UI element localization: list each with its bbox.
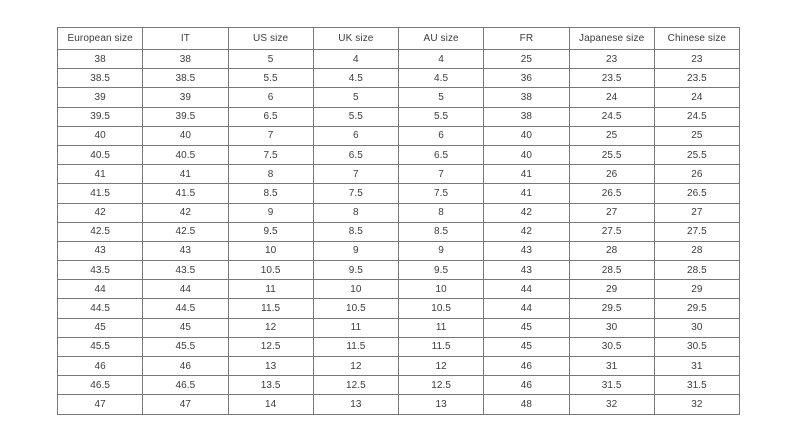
table-cell: 30.5	[654, 337, 739, 356]
table-cell: 9	[313, 241, 398, 260]
table-cell: 31.5	[569, 376, 654, 395]
table-cell: 25	[569, 126, 654, 145]
table-cell: 47	[58, 395, 143, 414]
table-cell: 40	[58, 126, 143, 145]
table-cell: 9	[399, 241, 484, 260]
table-cell: 42	[484, 203, 569, 222]
table-cell: 32	[569, 395, 654, 414]
table-body	[58, 50, 740, 415]
table-cell: 25	[654, 126, 739, 145]
table-cell: 39.5	[143, 107, 228, 126]
table-cell: 38.5	[58, 69, 143, 88]
table-cell: 45	[58, 318, 143, 337]
table-cell: 38.5	[143, 69, 228, 88]
table-cell: 42	[484, 222, 569, 241]
table-row	[58, 376, 740, 395]
table-cell: 36	[484, 69, 569, 88]
table-cell: 4.5	[399, 69, 484, 88]
table-cell: 40	[484, 126, 569, 145]
table-cell: 44.5	[58, 299, 143, 318]
table-cell: 9.5	[228, 222, 313, 241]
table-cell: 10.5	[399, 299, 484, 318]
table-cell: 42.5	[143, 222, 228, 241]
table-cell: 25.5	[654, 145, 739, 164]
table-cell: 11	[313, 318, 398, 337]
table-cell: 5.5	[228, 69, 313, 88]
column-header: IT	[143, 28, 228, 50]
table-cell: 8.5	[399, 222, 484, 241]
table-cell: 30	[654, 318, 739, 337]
table-cell: 28	[569, 241, 654, 260]
table-cell: 38	[484, 107, 569, 126]
table-cell: 39.5	[58, 107, 143, 126]
table-cell: 10.5	[313, 299, 398, 318]
table-cell: 46.5	[58, 376, 143, 395]
table-cell: 38	[484, 88, 569, 107]
table-cell: 39	[58, 88, 143, 107]
table-cell: 43.5	[143, 261, 228, 280]
table-cell: 4	[313, 50, 398, 69]
table-cell: 6.5	[228, 107, 313, 126]
table-cell: 7.5	[228, 145, 313, 164]
table-cell: 11.5	[399, 337, 484, 356]
table-cell: 44	[143, 280, 228, 299]
table-cell: 6	[313, 126, 398, 145]
table-row	[58, 88, 740, 107]
table-row	[58, 357, 740, 376]
table-cell: 29	[654, 280, 739, 299]
table-cell: 12.5	[313, 376, 398, 395]
table-cell: 29	[569, 280, 654, 299]
table-cell: 13	[399, 395, 484, 414]
table-header	[58, 28, 740, 50]
table-cell: 43.5	[58, 261, 143, 280]
table-cell: 10.5	[228, 261, 313, 280]
table-cell: 30.5	[569, 337, 654, 356]
table-cell: 28.5	[569, 261, 654, 280]
table-cell: 9.5	[399, 261, 484, 280]
table-cell: 23.5	[569, 69, 654, 88]
table-cell: 5	[228, 50, 313, 69]
table-cell: 11	[228, 280, 313, 299]
table-cell: 46	[58, 357, 143, 376]
table-cell: 7	[228, 126, 313, 145]
table-cell: 44	[484, 280, 569, 299]
table-cell: 14	[228, 395, 313, 414]
table-row	[58, 165, 740, 184]
table-cell: 38	[143, 50, 228, 69]
table-cell: 9	[228, 203, 313, 222]
table-cell: 26	[569, 165, 654, 184]
table-cell: 13	[313, 395, 398, 414]
column-header: AU size	[399, 28, 484, 50]
table-cell: 8.5	[228, 184, 313, 203]
table-cell: 5	[313, 88, 398, 107]
table-cell: 45	[484, 318, 569, 337]
table-cell: 43	[58, 241, 143, 260]
table-cell: 42.5	[58, 222, 143, 241]
table-cell: 13	[228, 357, 313, 376]
column-header: UK size	[313, 28, 398, 50]
table-cell: 41	[58, 165, 143, 184]
table-cell: 23.5	[654, 69, 739, 88]
table-cell: 8	[313, 203, 398, 222]
column-header: FR	[484, 28, 569, 50]
table-row	[58, 318, 740, 337]
table-row	[58, 222, 740, 241]
size-conversion-table	[57, 27, 740, 415]
table-cell: 5	[399, 88, 484, 107]
table-cell: 32	[654, 395, 739, 414]
table-cell: 44	[58, 280, 143, 299]
table-row	[58, 107, 740, 126]
table-cell: 7	[313, 165, 398, 184]
table-cell: 27	[654, 203, 739, 222]
table-cell: 46	[143, 357, 228, 376]
table-cell: 45	[143, 318, 228, 337]
table-cell: 31.5	[654, 376, 739, 395]
table-cell: 13.5	[228, 376, 313, 395]
table-cell: 23	[654, 50, 739, 69]
table-cell: 26.5	[569, 184, 654, 203]
table-cell: 6	[399, 126, 484, 145]
table-cell: 6	[228, 88, 313, 107]
table-cell: 42	[143, 203, 228, 222]
table-cell: 45	[484, 337, 569, 356]
table-cell: 46	[484, 357, 569, 376]
table-cell: 29.5	[654, 299, 739, 318]
table-row	[58, 299, 740, 318]
table-cell: 4.5	[313, 69, 398, 88]
table-cell: 39	[143, 88, 228, 107]
table-cell: 8	[228, 165, 313, 184]
table-row	[58, 50, 740, 69]
table-cell: 48	[484, 395, 569, 414]
table-cell: 41	[143, 165, 228, 184]
table-cell: 26	[654, 165, 739, 184]
table-cell: 12	[313, 357, 398, 376]
table-cell: 11.5	[228, 299, 313, 318]
table-cell: 12	[228, 318, 313, 337]
table-cell: 25	[484, 50, 569, 69]
column-header: Chinese size	[654, 28, 739, 50]
table-cell: 26.5	[654, 184, 739, 203]
table-cell: 12.5	[399, 376, 484, 395]
table-cell: 24.5	[569, 107, 654, 126]
table-cell: 46	[484, 376, 569, 395]
table-cell: 7.5	[313, 184, 398, 203]
table-cell: 8.5	[313, 222, 398, 241]
table-cell: 5.5	[399, 107, 484, 126]
table-cell: 10	[313, 280, 398, 299]
table-cell: 23	[569, 50, 654, 69]
table-cell: 40.5	[143, 145, 228, 164]
table-cell: 4	[399, 50, 484, 69]
column-header: US size	[228, 28, 313, 50]
table-cell: 42	[58, 203, 143, 222]
table-cell: 45.5	[143, 337, 228, 356]
table-row	[58, 126, 740, 145]
table-cell: 12.5	[228, 337, 313, 356]
table-cell: 41	[484, 165, 569, 184]
table-row	[58, 69, 740, 88]
table-row	[58, 280, 740, 299]
table-cell: 31	[654, 357, 739, 376]
table-cell: 7	[399, 165, 484, 184]
table-cell: 40.5	[58, 145, 143, 164]
table-cell: 31	[569, 357, 654, 376]
column-header: Japanese size	[569, 28, 654, 50]
table-cell: 25.5	[569, 145, 654, 164]
table-cell: 40	[484, 145, 569, 164]
table-cell: 11.5	[313, 337, 398, 356]
column-header: European size	[58, 28, 143, 50]
table-cell: 11	[399, 318, 484, 337]
table-cell: 12	[399, 357, 484, 376]
table-row	[58, 395, 740, 414]
table-cell: 46.5	[143, 376, 228, 395]
table-cell: 9.5	[313, 261, 398, 280]
table-cell: 10	[399, 280, 484, 299]
table-cell: 43	[484, 261, 569, 280]
table-cell: 47	[143, 395, 228, 414]
table-cell: 44	[484, 299, 569, 318]
table-cell: 43	[484, 241, 569, 260]
table-cell: 24.5	[654, 107, 739, 126]
table-row	[58, 261, 740, 280]
table-cell: 29.5	[569, 299, 654, 318]
table-row	[58, 145, 740, 164]
table-cell: 6.5	[313, 145, 398, 164]
table-cell: 24	[569, 88, 654, 107]
table-cell: 24	[654, 88, 739, 107]
table-cell: 41.5	[58, 184, 143, 203]
table-cell: 7.5	[399, 184, 484, 203]
table-cell: 28	[654, 241, 739, 260]
table-cell: 10	[228, 241, 313, 260]
table-row	[58, 184, 740, 203]
table-cell: 44.5	[143, 299, 228, 318]
table-cell: 30	[569, 318, 654, 337]
table-cell: 28.5	[654, 261, 739, 280]
table-cell: 27	[569, 203, 654, 222]
header-row	[58, 28, 740, 50]
table-row	[58, 203, 740, 222]
table-cell: 40	[143, 126, 228, 145]
table-cell: 41	[484, 184, 569, 203]
table-cell: 43	[143, 241, 228, 260]
table-cell: 6.5	[399, 145, 484, 164]
table-cell: 27.5	[654, 222, 739, 241]
table-cell: 27.5	[569, 222, 654, 241]
table-cell: 38	[58, 50, 143, 69]
table-row	[58, 241, 740, 260]
table-cell: 41.5	[143, 184, 228, 203]
table-cell: 45.5	[58, 337, 143, 356]
table-cell: 8	[399, 203, 484, 222]
table-row	[58, 337, 740, 356]
table-cell: 5.5	[313, 107, 398, 126]
